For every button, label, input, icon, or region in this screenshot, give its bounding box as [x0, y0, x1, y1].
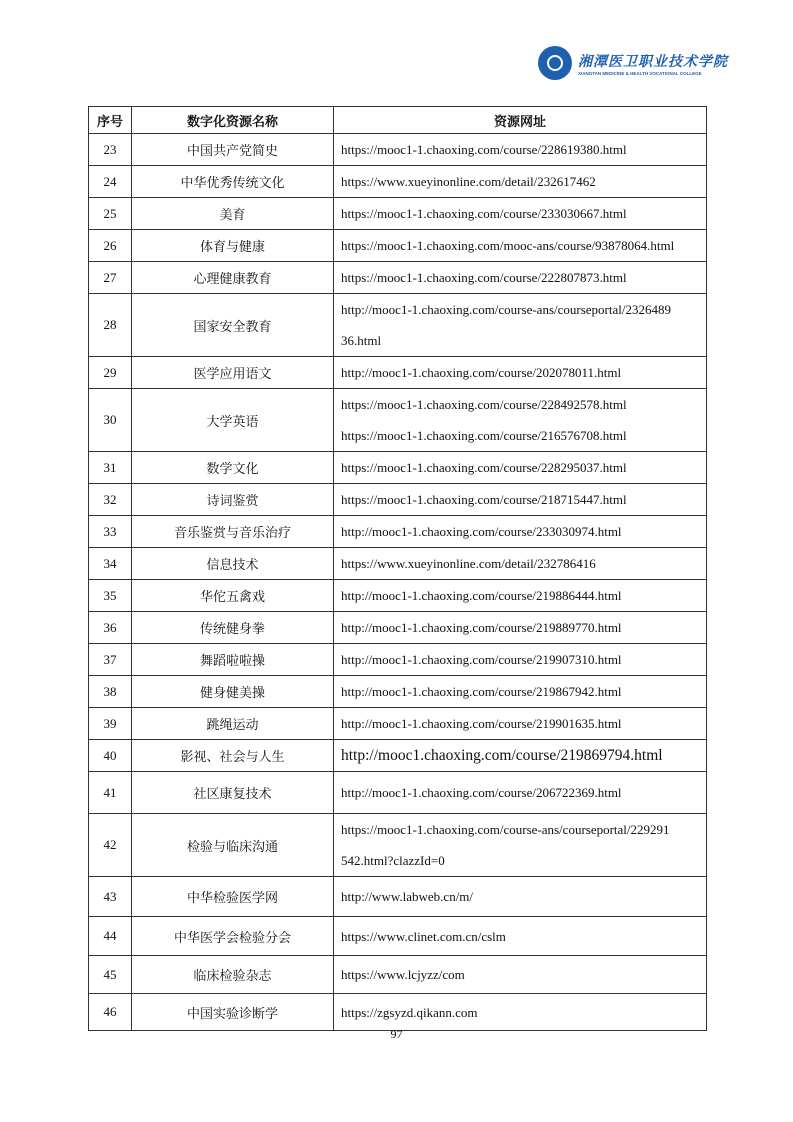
college-seal-icon — [538, 46, 572, 80]
row-number: 30 — [89, 389, 132, 452]
row-number: 44 — [89, 917, 132, 956]
resource-url-cell — [334, 580, 707, 612]
resource-name: 临床检验杂志 — [132, 956, 334, 994]
table-row — [89, 814, 707, 877]
resource-url-cell — [334, 877, 707, 917]
resource-url[interactable]: https://mooc1-1.chaoxing.com/course/218715447.html — [341, 492, 627, 507]
resource-name: 心理健康教育 — [132, 262, 334, 294]
resource-url-cell — [334, 198, 707, 230]
resource-url[interactable]: https://mooc1-1.chaoxing.com/course/228492578.html — [341, 397, 627, 412]
resource-url-cell — [334, 548, 707, 580]
resource-url[interactable]: https://mooc1-1.chaoxing.com/course/216576708.html — [341, 428, 627, 443]
row-number: 38 — [89, 676, 132, 708]
table-row — [89, 198, 707, 230]
resource-name: 国家安全教育 — [132, 294, 334, 357]
table-row — [89, 294, 707, 357]
row-number: 36 — [89, 612, 132, 644]
row-number: 46 — [89, 994, 132, 1031]
resource-url[interactable]: http://mooc1-1.chaoxing.com/course/206722369.html — [341, 785, 622, 800]
resource-url-cell — [334, 917, 707, 956]
resource-url[interactable]: https://www.xueyinonline.com/detail/232786416 — [341, 556, 596, 571]
row-number: 35 — [89, 580, 132, 612]
resource-name: 中华检验医学网 — [132, 877, 334, 917]
table-row — [89, 262, 707, 294]
resource-url[interactable]: https://mooc1-1.chaoxing.com/course-ans/courseportal/229291 — [341, 822, 670, 837]
table-row — [89, 772, 707, 814]
resource-url[interactable]: http://mooc1-1.chaoxing.com/course/219901635.html — [341, 716, 622, 731]
resource-url[interactable]: https://www.lcjyzz/com — [341, 967, 465, 982]
table-row — [89, 452, 707, 484]
row-number: 24 — [89, 166, 132, 198]
resource-url-cell — [334, 452, 707, 484]
table-row — [89, 484, 707, 516]
resource-url-cell — [334, 516, 707, 548]
table-row — [89, 166, 707, 198]
resource-name: 信息技术 — [132, 548, 334, 580]
table-row — [89, 740, 707, 772]
row-number: 43 — [89, 877, 132, 917]
row-number: 25 — [89, 198, 132, 230]
table-row — [89, 580, 707, 612]
table-row — [89, 644, 707, 676]
resource-table — [88, 106, 707, 1031]
resource-url[interactable]: http://mooc1.chaoxing.com/course/219869794.html — [341, 747, 663, 764]
table-row — [89, 357, 707, 389]
resource-url[interactable]: http://mooc1-1.chaoxing.com/course/219889770.html — [341, 620, 622, 635]
resource-url[interactable]: http://mooc1-1.chaoxing.com/course/219907310.html — [341, 652, 622, 667]
resource-url[interactable]: 36.html — [341, 333, 382, 348]
table-row — [89, 134, 707, 166]
resource-url[interactable]: http://mooc1-1.chaoxing.com/course/202078011.html — [341, 365, 622, 380]
resource-name: 大学英语 — [132, 389, 334, 452]
table-row — [89, 917, 707, 956]
resource-name: 医学应用语文 — [132, 357, 334, 389]
table-row — [89, 548, 707, 580]
resource-url[interactable]: https://mooc1-1.chaoxing.com/course/222807873.html — [341, 270, 627, 285]
table-row — [89, 994, 707, 1031]
row-number: 45 — [89, 956, 132, 994]
resource-url[interactable]: https://zgsyzd.qikann.com — [341, 1004, 478, 1020]
resource-url-cell — [334, 994, 707, 1031]
resource-url-cell — [334, 708, 707, 740]
resource-url[interactable]: https://mooc1-1.chaoxing.com/mooc-ans/course/93878064.html — [341, 238, 675, 253]
resource-name: 数学文化 — [132, 452, 334, 484]
resource-name: 影视、社会与人生 — [132, 740, 334, 772]
table-row — [89, 230, 707, 262]
row-number: 40 — [89, 740, 132, 772]
row-number: 34 — [89, 548, 132, 580]
resource-url[interactable]: https://mooc1-1.chaoxing.com/course/233030667.html — [341, 206, 627, 221]
resource-url[interactable]: http://mooc1-1.chaoxing.com/course/219867942.html — [341, 684, 622, 699]
resource-url[interactable]: http://mooc1-1.chaoxing.com/course/233030974.html — [341, 524, 622, 539]
table-row — [89, 389, 707, 452]
resource-name: 健身健美操 — [132, 676, 334, 708]
resource-url[interactable]: http://mooc1-1.chaoxing.com/course/219886444.html — [341, 588, 622, 603]
row-number: 29 — [89, 357, 132, 389]
resource-url[interactable]: https://mooc1-1.chaoxing.com/course/228619380.html — [341, 142, 627, 157]
resource-name: 美育 — [132, 198, 334, 230]
column-header-number: 序号 — [89, 107, 132, 134]
table-row — [89, 956, 707, 994]
resource-name: 中国共产党简史 — [132, 134, 334, 166]
resource-url-cell — [334, 262, 707, 294]
column-header-url: 资源网址 — [334, 107, 707, 134]
page-number: 97 — [390, 1027, 403, 1041]
resource-name: 舞蹈啦啦操 — [132, 644, 334, 676]
table-row — [89, 708, 707, 740]
row-number: 41 — [89, 772, 132, 814]
table-header — [89, 107, 707, 134]
table-row — [89, 877, 707, 917]
resource-url-cell — [334, 357, 707, 389]
table-row — [89, 612, 707, 644]
resource-url-cell — [334, 230, 707, 262]
resource-url-cell — [334, 612, 707, 644]
resource-url-cell — [334, 389, 707, 452]
resource-url-cell — [334, 772, 707, 814]
resource-url-cell — [334, 740, 707, 772]
logo-chinese-name: 湘潭医卫职业技术学院 — [578, 53, 728, 70]
resource-url[interactable]: http://www.labweb.cn/m/ — [341, 889, 474, 904]
row-number: 32 — [89, 484, 132, 516]
resource-url-cell — [334, 166, 707, 198]
column-header-name: 数字化资源名称 — [132, 107, 334, 134]
college-logo — [538, 46, 728, 80]
resource-name: 中华医学会检验分会 — [132, 917, 334, 956]
table-row — [89, 516, 707, 548]
resource-url[interactable]: https://www.xueyinonline.com/detail/232617462 — [341, 174, 596, 189]
resource-name: 音乐鉴赏与音乐治疗 — [132, 516, 334, 548]
row-number: 42 — [89, 814, 132, 877]
resource-url[interactable]: https://www.clinet.com.cn/cslm — [341, 928, 506, 944]
resource-url-cell — [334, 956, 707, 994]
resource-url[interactable]: 542.html?clazzId=0 — [341, 853, 445, 868]
resource-url[interactable]: https://mooc1-1.chaoxing.com/course/228295037.html — [341, 460, 627, 475]
row-number: 39 — [89, 708, 132, 740]
resource-name: 社区康复技术 — [132, 772, 334, 814]
resource-url-cell — [334, 484, 707, 516]
resource-url-cell — [334, 294, 707, 357]
row-number: 26 — [89, 230, 132, 262]
resource-url-cell — [334, 134, 707, 166]
logo-english-name: XIANGTAN MEDICINE & HEALTH VOCATIONAL COLLEGE — [578, 70, 702, 76]
resource-name: 中国实验诊断学 — [132, 994, 334, 1031]
resource-url-cell — [334, 814, 707, 877]
resource-name: 诗词鉴赏 — [132, 484, 334, 516]
resource-url-cell — [334, 644, 707, 676]
resource-name: 检验与临床沟通 — [132, 814, 334, 877]
row-number: 33 — [89, 516, 132, 548]
resource-name: 体育与健康 — [132, 230, 334, 262]
resource-url[interactable]: http://mooc1-1.chaoxing.com/course-ans/courseportal/2326489 — [341, 302, 671, 317]
resource-name: 传统健身拳 — [132, 612, 334, 644]
row-number: 37 — [89, 644, 132, 676]
resource-name: 华佗五禽戏 — [132, 580, 334, 612]
row-number: 23 — [89, 134, 132, 166]
row-number: 31 — [89, 452, 132, 484]
table-row — [89, 676, 707, 708]
resource-url-cell — [334, 676, 707, 708]
resource-name: 跳绳运动 — [132, 708, 334, 740]
resource-name: 中华优秀传统文化 — [132, 166, 334, 198]
row-number: 28 — [89, 294, 132, 357]
row-number: 27 — [89, 262, 132, 294]
